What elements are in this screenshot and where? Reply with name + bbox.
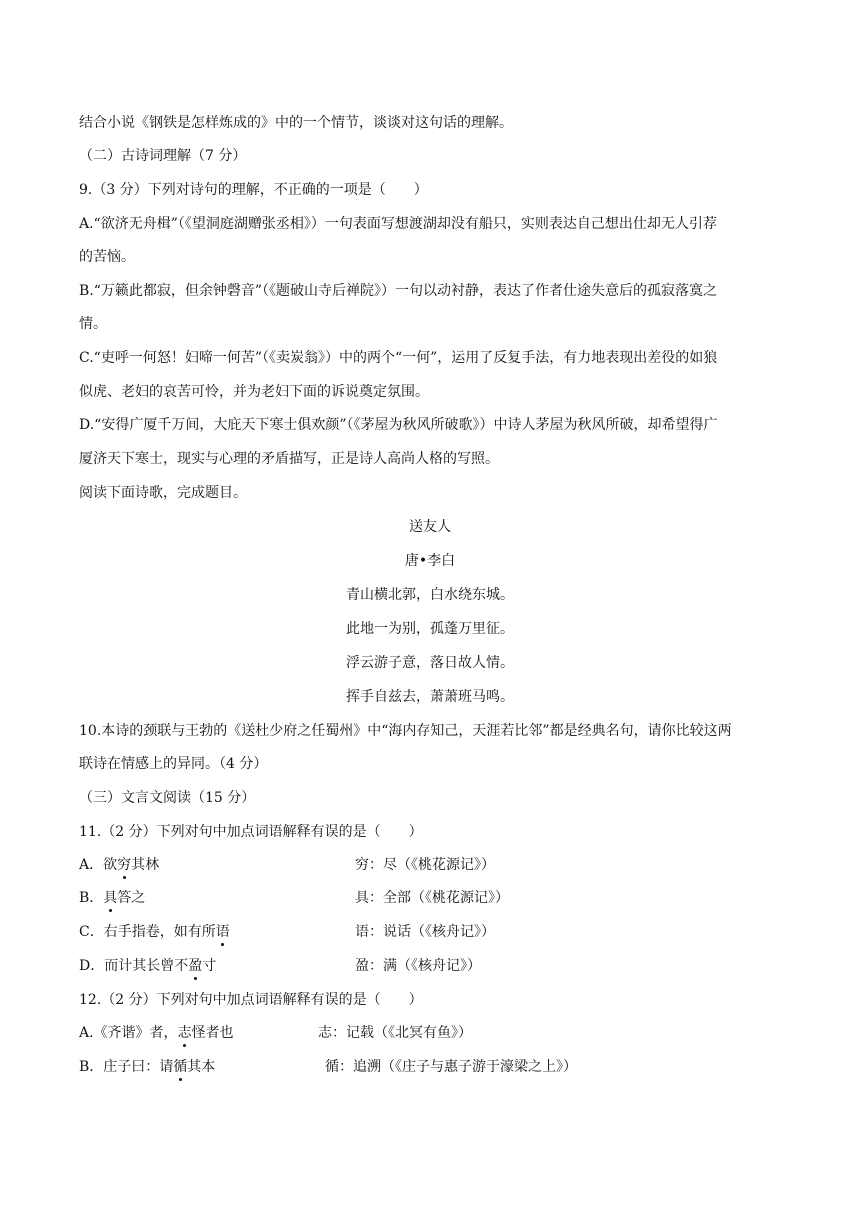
q12-option-a: A.《齐谐》者，志怪者也 [79,1025,234,1041]
dotted-word: 穷 [117,857,132,873]
q9-option-a-line1: A.“欲济无舟楫”（《望洞庭湖赠张丞相》）一句表面写想渡湖却没有船只，实则表达自己想出仕却无人引荐 [79,216,717,232]
poem-line: 青山横北郭，白水绕东城。 [346,587,514,603]
q11-option-a-explanation: 穷：尽（《桃花源记》） [355,857,495,873]
dotted-word: 循 [173,1059,188,1075]
q12-option-b: B．庄子曰：请循其本 [79,1059,216,1075]
q9-option-a-line2: 的苦恼。 [79,249,135,265]
q11-option-d: D．而计其长曾不盈寸 [79,958,217,974]
poem-line: 此地一为别，孤蓬万里征。 [346,621,514,637]
section-heading-poetry: （二）古诗词理解（7 分） [79,148,247,164]
q9-option-d-line1: D.“安得广厦千万间，大庇天下寒士俱欢颜”（《茅屋为秋风所破歌》）中诗人茅屋为秋风所破，却希望得广 [79,417,718,433]
poem-line: 挥手自兹去，萧萧班马鸣。 [346,689,514,705]
q12-option-a-explanation: 志：记载（《北冥有鱼》） [318,1025,472,1041]
q9-option-b-line2: 情。 [79,316,107,332]
q11-option-c: C．右手指卷，如有所语 [79,924,230,940]
dotted-word: 语 [215,924,230,940]
poem-author: 唐•李白 [404,553,456,569]
q9-option-b-line1: B.“万籁此都寂，但余钟磬音”（《题破山寺后禅院》）一句以动衬静，表达了作者仕途失意后的孤寂落寞之 [79,283,718,299]
q9-option-c-line2: 似虎、老妇的哀苦可怜，并为老妇下面的诉说奠定氛围。 [79,384,429,400]
q11-option-c-explanation: 语：说话（《核舟记》） [355,924,495,940]
q9-option-d-line2: 厦济天下寒士，现实与心理的矛盾描写，正是诗人高尚人格的写照。 [79,451,499,467]
question-11-stem: 11.（2 分）下列对句中加点词语解释有误的是（ ） [79,824,423,840]
question-9-stem: 9.（3 分）下列对诗句的理解，不正确的一项是（ ） [79,182,428,198]
q9-option-c-line1: C.“吏呼一何怒！妇啼一何苦”（《卖炭翁》）中的两个“一何”，运用了反复手法，有力地表现出差役的如狼 [79,350,718,366]
q12-option-b-explanation: 循：追溯（《庄子与惠子游于濠梁之上》） [325,1059,577,1075]
question-10-line2: 联诗在情感上的异同。（4 分） [79,756,268,772]
intro-text: 结合小说《钢铁是怎样炼成的》中的一个情节，谈谈对这句话的理解。 [79,115,513,131]
q11-option-a: A．欲穷其林 [79,857,160,873]
section-heading-classical: （三）文言文阅读（15 分） [79,790,256,806]
q11-option-b-explanation: 具：全部（《桃花源记》） [355,890,509,906]
q11-option-d-explanation: 盈：满（《核舟记》） [355,958,481,974]
question-10-line1: 10.本诗的颈联与王勃的《送杜少府之任蜀州》中“海内存知己，天涯若比邻”都是经典名句，请你比较这两 [79,723,732,739]
question-12-stem: 12.（2 分）下列对句中加点词语解释有误的是（ ） [79,992,423,1008]
q11-option-b: B．具答之 [79,890,146,906]
poem-line: 浮云游子意，落日故人情。 [346,655,514,671]
poem-title: 送友人 [409,519,451,535]
dotted-word: 具 [103,890,118,906]
reading-prompt: 阅读下面诗歌，完成题目。 [79,485,247,501]
dotted-word: 志 [177,1025,192,1041]
dotted-word: 盈 [188,958,203,974]
